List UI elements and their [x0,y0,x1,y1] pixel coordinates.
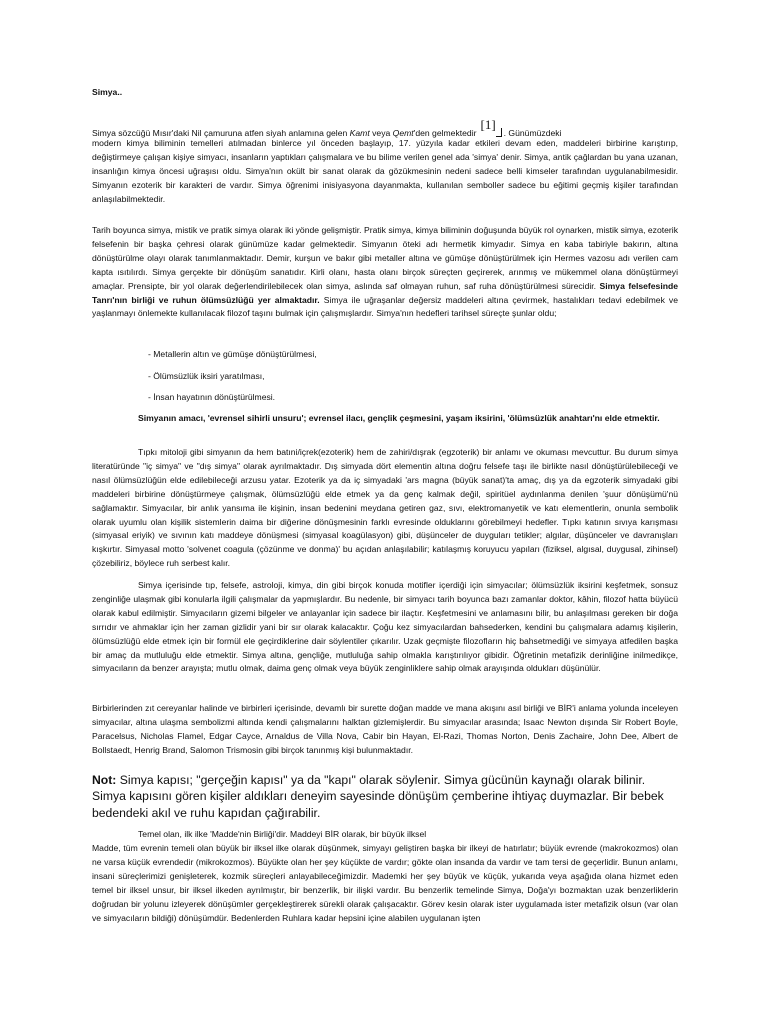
history-bold-statement: Simya felsefesinde Tanrı'nın birliği ve ruhun ölümsüzlüğü yer almaktadır. [92,280,679,305]
mythology-paragraph: Tıpkı mitoloji gibi simyanın da hem batıni/içrek(ezoterik) hem de zahiri/dışrak (egzoterik) bir anlamı ve okuması mevcuttur. Bu durum simya literatüründe "iç simya" ve "dış simya" olarak ayrılmaktadır. Dış simyada dört elementin altına doğru felsefe taşı ile birlikte nasıl dönüştürülebileceği ve nasıl ölümsüzlüğün elde edilebileceği arzusu yatar. Ezoterik ya da iç simyadaki 'ars magna (büyük sanat)'ta amaç, dış ya da egzoterik simyadaki gibi maddeleri birbirine dönüştürmeye çalışmak, ölümsüzlüğü elde etmek ya da genç kalmak değil, spiritüel aydınlanma denilen 'şuur dönüşümü'nü sağlamaktır. Simyacılar, bir anlık yansıma ile kişinin, insan bedenini meydana getiren gaz, sıvı, elektromanyetik ve katı elementlerin, onunla sembolik olarak uyumlu olan kişilik sistemlerin daima bir diğerine dönüşmesinin farklı evresinde olduklarını görebilmeyi hedefler. Tıpkı katının sıvıya karışması (simyasal eriyik) ve sıvının katı maddeye dönüşmesi (simyasal koagülasyon) gibi, düşünceler de duyguları tetikler; algılar, düşünceler ve davranışları kışkırtır. Simyasal motto 'solvenet coagula (çözünme ve donma)' bu açıdan anlaşılabilir; katılaşmış koruyucu yapıları (fiziksel, algısal, duygusal, zihinsel) çözebiliriz, böylece ruh serbest kalır. [92,447,678,569]
history-text-continued: Simya ile uğraşanlar değersiz maddeleri altına çevirmek, hastalıkları tedavi edebilmek ve yaşlanmayı önlemekte kullanılacak filozof taşını bulmak için çalışmışlardır. Simya'nın hedefleri tarihsel süreçte şunlar oldu; [92,294,678,319]
goal-item: - Metallerin altın ve gümüşe dönüştürülmesi, [148,349,317,359]
history-text: Tarih boyunca simya, mistik ve pratik simya olarak iki yönde gelişmiştir. Pratik simya, kimya biliminin doğuşunda büyük rol oynarken, mistik simya, ezoterik felsefenin bir başka çehresi olarak günümüze kadar gelmektedir. Simyanın öteki adı hermetik kimyadır. Simya en kaba tabiriyle bakırın, altına dönüştürülme olayı olarak tanımlanmaktadır. Demir, kurşun ve bakır gibi metaller altına ve gümüşe dönüştürülmek için Hermes vazosu adı verilen cam kapta ısıtılırdı. Simya gerçekte bir dönüşüm sanatıdır. Kirli olanı, hasta olanı birçok süreçten geçirerek, arınmış ve mükemmel olana dönüştürmeyi amaçlar. Prensipte, bir yol olarak değerlendirilebilecek olan simya, aslında saf olmayan ruhun, saf ruha dönüştürülmesi sürecidir. [92,225,678,291]
page-title: Simya.. [92,87,123,97]
term-qemt: Qemt [392,128,414,138]
term-kamt: Kamt [349,128,370,138]
intro-text-start: Simya sözcüğü Mısır'daki Nil çamuruna atfen siyah anlamına gelen [92,128,350,138]
note-paragraph [92,772,678,821]
footnote-link[interactable]: [1] [480,117,496,132]
footnote-bracket-mark [496,128,502,137]
intro-connector: veya [369,128,393,138]
intro-text-suffix: 'den gelmektedir [413,128,477,138]
history-paragraph [92,224,678,321]
principle-heading: Temel olan, ilk ilke 'Madde'nin Birliği'dir. Maddeyi BİR olarak, bir büyük ilksel [138,829,427,839]
aim-heading: Simyanın amacı, 'evrensel sihirli unsuru'; evrensel ilacı, gençlik çeşmesini, yaşam iksirini, 'ölümsüzlük anahtarı'nı elde etmektir. [138,413,660,423]
practitioners-paragraph: Birbirlerinden zıt cereyanlar halinde ve birbirleri içerisinde, devamlı bir surette doğan madde ve mana akışını asıl birliği ve BİR'i anlama yolunda inceleyen simyacılar, altına ulaşma sembolizmi altında kendi çalışmalarını halktan gizlemişlerdir. Bu simyacılar arasında; Isaac Newton dışında Sir Robert Boyle, Paracelsus, Nicholas Flamel, Edgar Cayce, Arnaldus de Villa Nova, Cabir bin Hayan, El-Razi, Thomas Norton, Denis Zachaire, John Dee, Albert de Bollstaedt, Henrig Brand, Salomon Trismosin gibi birçok tanınmış kişi bulunmaktadır. [92,703,678,755]
note-label: Not: [92,773,117,787]
intro-paragraph: modern kimya biliminin temelleri atılmadan binlerce yıl önceden başlayıp, 17. yüzyıla kadar etkileri devam eden, maddeleri birbirine karıştırıp, değiştirmeye çalışan kişiye simyacı, insanların yaptıkları çalışmalara ve bu bilime verilen genel ada 'simya' denir. Simya, antik çağlardan bu yana uzanan, insanlığın kimya öncesi uğraşısı oldu. Simya'nın okült bir sanat olarak da gözükmesinin nedeni sadece belli kimseler tarafından uygulanabilmesidir. Simyanın ezoterik bir karakteri de vardır. Simya öğrenimi inisiyasyona dayanmakta, kullanılan semboller sadece bu eğitimi geçmiş kişiler tarafından anlaşılabilmektedir. [92,138,678,204]
principle-paragraph: Madde, tüm evrenin temeli olan büyük bir ilksel ilke olarak düşünmek, simyayı geliştiren başka bir ilkeyi de hatırlatır; büyük evrende (makrokozmos) olan ne varsa küçük evrendedir (mikrokozmos). Büyükte olan her şey küçükte de vardır; gökte olan insanda da vardır ve tam tersi de geçerlidir. Bunun anlamı, insani süreçlerimizi genişleterek, kozmik süreçleri anlayabileceğimizdir. Mademki her şey büyük ve küçük, yukarıda veya aşağıda olana hizmet eden temel bir ilksel unsur, bir ilksel ilkeden ayrılmıştır, bir benzerlik, bir ilişki vardır. Bu benzerlik temelinde Simya, Doğa'yı bozmaktan uzak benzerliklerin doğrudan bir yolunu izleyerek dönüşümler gerçekleştirerek sürekli olarak çalışacaktır. Görev kesin olarak ister uygulamada ister metafizik olsun (var olan ve simyacıların bildiği) dönüşümdür. Bedenlerden Ruhlara kadar hepsini içine alabilen uygulanan işten [92,843,678,923]
sciences-paragraph: Simya içerisinde tıp, felsefe, astroloji, kimya, din gibi birçok konuda motifler içerdiği için simyacılar; ölümsüzlük iksirini keşfetmek, sonsuz zenginliğe ulaşmak gibi konularla ilgili çalışmalar da yapmışlardır. Bu nedenle, bir simyacı tarih boyunca bazı zamanlar doktor, kâhin, filozof hatta büyücü olarak kabul edilmiştir. Simyacıların gizemi bilgeler ve anlayanlar için sadece bir ilaçtır. Keşfetmesini ve anlamasını bilir, bu anlaşılması gereken bir doğa sırrıdır ve ahmaklar için her zaman gizlidir yani bir sır olarak kalacaktır. Çoğu kez simyacılardan bahsederken, kendini bu çalışmalara adamış kişilerin, ölümsüzlüğü elde etmek için bir formül ele geçirdiklerine dair söylentiler çıkarılır. Uzak geçmişte filozofların hiç bahsetmediği ve simyaya atfedilen başka bir amaç da mutluluğu elde etmektir. Simya altına, gençliğe, mutluluğa sahip olmakla karıştırılıyor gibidir. Öğretinin metafizik derinliğine inilmedikçe, simyacıların da benzer arayışta; mutlu olmak, daima genç olmak veya büyük zenginliklere sahip olmak arayışında oldukları düşünülür. [92,580,678,674]
intro-text-tail: . Günümüzdeki [503,128,562,138]
goal-item: - İnsan hayatının dönüştürülmesi. [148,392,276,402]
note-text: Simya kapısı; "gerçeğin kapısı" ya da "kapı" olarak söylenir. Simya gücünün kaynağı olarak bilinir. Simya kapısını gören kişiler aldıkları deneyim sayesinde dönüşüm çemberine ihtiyaç duymazlar. Bir bebek bedendeki akıl ve ruhu kapıdan çağırabilir. [92,773,664,820]
goal-item: - Ölümsüzlük iksiri yaratılması, [148,371,265,381]
